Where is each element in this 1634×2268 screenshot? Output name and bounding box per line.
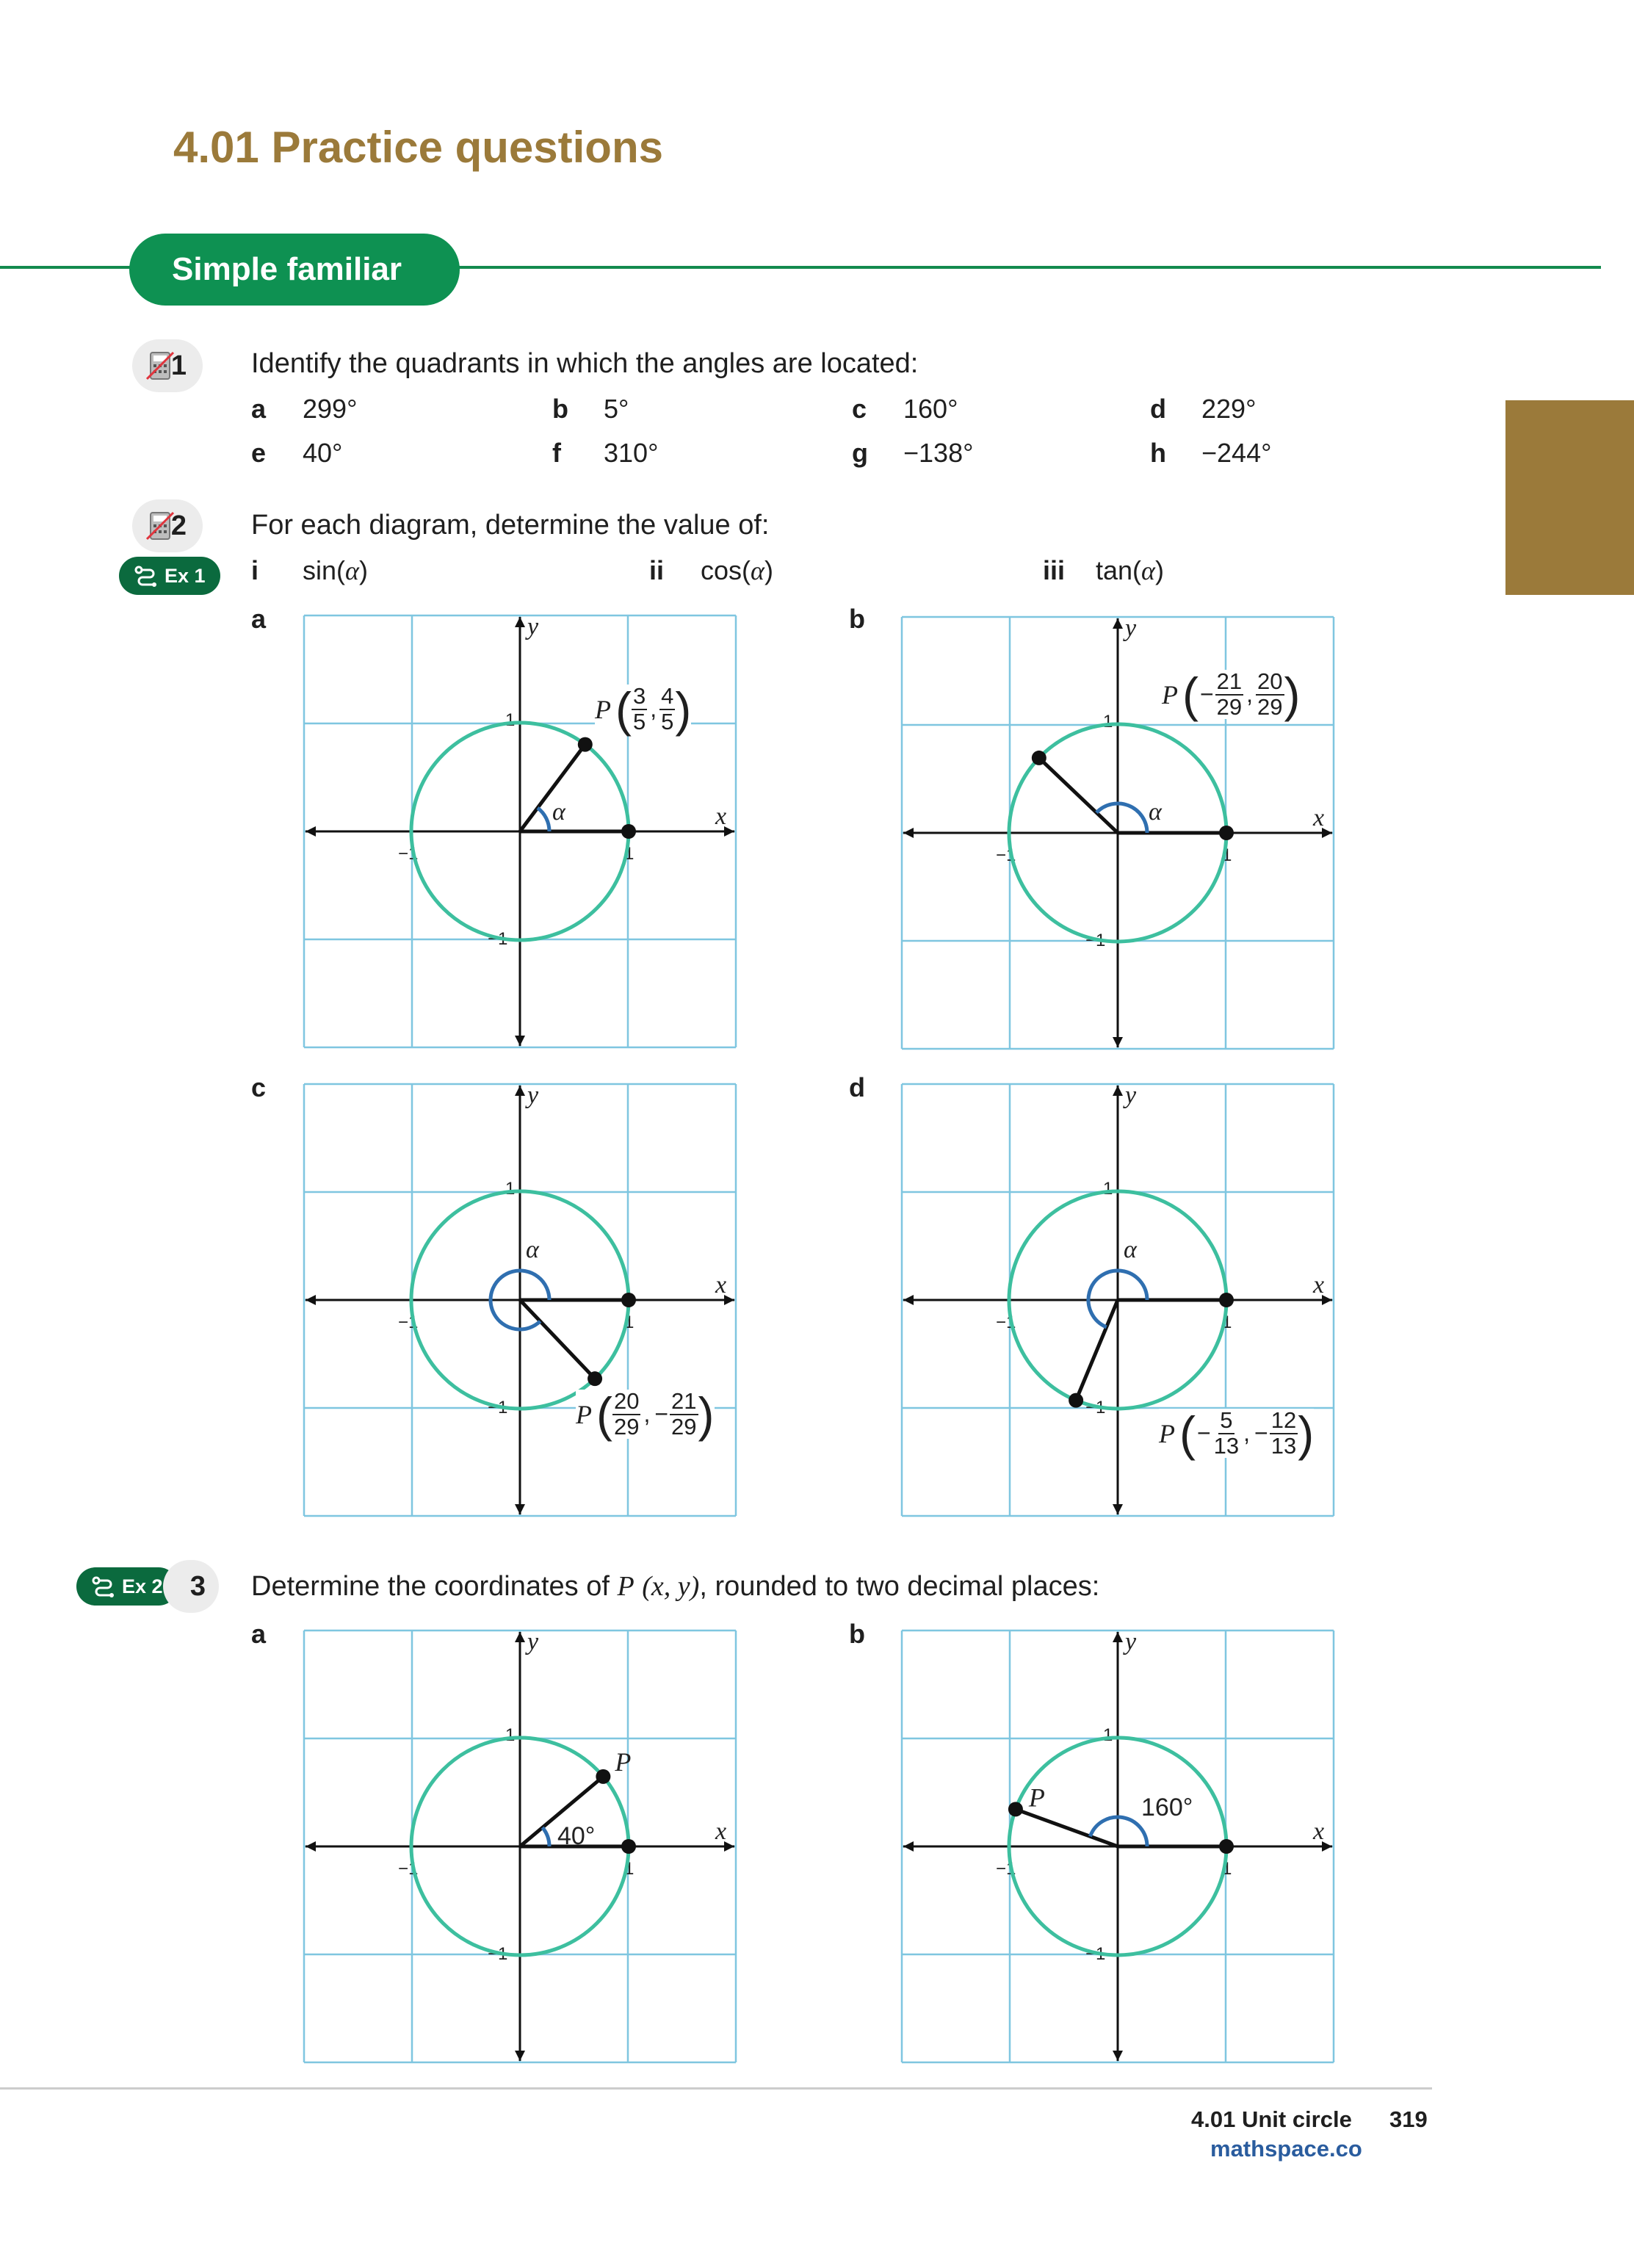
x-axis-label: x	[1313, 804, 1325, 831]
y-fraction	[659, 685, 675, 734]
function-arg: α	[1141, 556, 1155, 585]
tick-x-pos: 1	[624, 844, 635, 864]
unit-circle-diagram	[303, 1083, 737, 1517]
x-axis-arrow-left	[903, 1295, 914, 1305]
subpart-label: iii	[1043, 555, 1066, 585]
tick-y-pos: 1	[1103, 1725, 1113, 1745]
tick-x-pos: 1	[1222, 845, 1232, 865]
terminal-radius	[1076, 1300, 1118, 1401]
denominator: 29	[1216, 693, 1243, 720]
x-axis-label: x	[1313, 1818, 1325, 1845]
tick-y-pos: 1	[505, 710, 516, 730]
y-axis-arrow-bottom	[515, 1036, 525, 1046]
point-p	[578, 737, 593, 752]
numerator: 4	[661, 683, 674, 709]
question-3-text-post: , rounded to two decimal places:	[699, 1571, 1100, 1602]
tick-y-pos: 1	[505, 1725, 516, 1745]
y-axis-arrow-bottom	[1113, 2051, 1123, 2061]
question-3-point: P	[617, 1571, 635, 1602]
y-axis-label: y	[527, 614, 539, 640]
section-heading: Simple familiar	[129, 234, 460, 306]
minus-sign: −	[1196, 1420, 1211, 1447]
coordinate-label	[576, 1387, 715, 1442]
angle-label: α	[1124, 1236, 1137, 1263]
numerator: 21	[1216, 668, 1243, 694]
x-axis-label: x	[715, 1818, 727, 1845]
denominator: 29	[1257, 693, 1283, 720]
x-fraction	[1215, 670, 1243, 719]
paren-open: (	[1182, 667, 1199, 722]
question-number-text: 2	[170, 510, 187, 541]
tick-x-neg: −1	[996, 845, 1016, 865]
denominator: 13	[1213, 1432, 1240, 1459]
point-label: P	[595, 694, 611, 724]
tick-y-neg: −1	[488, 1398, 508, 1418]
point-1-0	[1219, 826, 1234, 840]
angle-arc	[543, 1827, 549, 1846]
paren-open: (	[596, 1387, 612, 1442]
subpart-label: i	[251, 555, 259, 585]
x-axis-arrow-left	[306, 826, 316, 837]
numerator: 20	[613, 1388, 640, 1414]
paren-open: (	[615, 682, 632, 737]
page-title: 4.01 Practice questions	[173, 123, 663, 172]
part-label: f	[552, 438, 561, 468]
point-label: P	[1028, 1783, 1045, 1813]
point-p	[596, 1769, 610, 1784]
y-axis-arrow-bottom	[515, 1504, 525, 1514]
subpart-function: tan(α)	[1096, 555, 1164, 585]
tick-x-pos: 1	[624, 1859, 635, 1879]
y-axis-arrow-top	[1113, 1632, 1123, 1642]
x-axis-arrow-left	[903, 1841, 914, 1852]
y-axis-arrow-top	[515, 1632, 525, 1642]
y-axis-label: y	[1125, 1083, 1137, 1109]
numerator: 21	[671, 1388, 697, 1414]
comma: ,	[650, 696, 657, 723]
example-label: Ex 2	[122, 1575, 163, 1597]
y-axis-arrow-bottom	[1113, 1037, 1123, 1047]
part-angle: 5°	[604, 394, 629, 424]
denominator: 5	[661, 708, 674, 734]
y-axis-arrow-bottom	[1113, 1504, 1123, 1514]
paren-close: )	[1284, 667, 1301, 722]
coordinate-label	[1162, 667, 1301, 722]
angle-label: α	[552, 798, 565, 826]
x-fraction	[612, 1390, 640, 1439]
terminal-radius	[520, 1300, 595, 1379]
part-label: h	[1150, 438, 1166, 468]
x-axis-label: x	[715, 1271, 727, 1299]
y-axis-label: y	[1125, 615, 1137, 642]
paren-close: )	[698, 1387, 715, 1442]
comma: ,	[643, 1401, 651, 1428]
part-angle: 40°	[303, 438, 343, 468]
terminal-radius	[1039, 758, 1118, 833]
part-angle: −244°	[1201, 438, 1272, 468]
y-fraction	[1256, 670, 1284, 719]
tick-y-pos: 1	[505, 1179, 516, 1199]
function-name: tan	[1096, 555, 1133, 585]
question-number-2	[132, 499, 203, 552]
diagram-label: c	[251, 1072, 267, 1102]
no-calculator-icon	[144, 350, 176, 382]
function-arg: α	[751, 556, 764, 585]
diagram-label: b	[849, 604, 865, 634]
chapter-tab	[1505, 400, 1634, 595]
coordinate-label	[595, 682, 692, 737]
y-axis-label: y	[527, 1083, 539, 1109]
point-p	[1008, 1802, 1023, 1816]
numerator: 20	[1257, 668, 1283, 694]
part-label: g	[852, 438, 868, 468]
point-p	[1032, 751, 1046, 765]
y-axis-arrow-top	[1113, 618, 1123, 629]
diagram-label: d	[849, 1072, 865, 1102]
part-label: d	[1150, 394, 1166, 424]
footer-section: 4.01 Unit circle	[1191, 2106, 1352, 2132]
question-1-text: Identify the quadrants in which the angles are located:	[251, 348, 919, 379]
point-p	[588, 1371, 602, 1386]
angle-label: 160°	[1141, 1794, 1193, 1821]
point-1-0	[621, 824, 636, 839]
diagram-svg	[303, 614, 737, 1049]
worked-example-icon	[134, 563, 159, 588]
minus-sign: −	[654, 1401, 669, 1428]
angle-label: 40°	[557, 1821, 596, 1850]
subpart-label: ii	[649, 555, 665, 585]
question-3-text	[251, 1570, 1099, 1603]
tick-y-pos: 1	[1103, 1179, 1113, 1199]
question-2-text: For each diagram, determine the value of:	[251, 510, 770, 541]
function-arg: α	[345, 556, 359, 585]
worked-example-link-1[interactable]	[119, 557, 220, 595]
x-axis-arrow-left	[306, 1841, 316, 1852]
x-axis-label: x	[715, 803, 727, 830]
tick-y-neg: −1	[1085, 931, 1106, 950]
terminal-radius	[1016, 1809, 1118, 1846]
paren-close: )	[675, 682, 692, 737]
function-name: cos	[701, 555, 742, 585]
paren-open: (	[1179, 1406, 1196, 1461]
y-axis-arrow-bottom	[515, 2051, 525, 2061]
point-label: P	[1159, 1418, 1175, 1448]
denominator: 29	[671, 1413, 697, 1440]
tick-x-pos: 1	[624, 1312, 635, 1332]
question-3-coords: (x, y)	[642, 1571, 700, 1602]
denominator: 5	[632, 708, 646, 734]
tick-x-neg: −1	[398, 844, 419, 864]
footer-site: mathspace.co	[1210, 2136, 1362, 2162]
angle-arc	[538, 808, 549, 831]
tick-y-neg: −1	[1085, 1944, 1106, 1964]
tick-y-neg: −1	[488, 1944, 508, 1964]
diagram-svg	[303, 1629, 737, 2064]
x-fraction	[1212, 1409, 1240, 1458]
tick-y-pos: 1	[1103, 712, 1113, 732]
question-number-text: 1	[170, 350, 187, 381]
part-label: a	[251, 394, 267, 424]
diagram-svg	[900, 1629, 1335, 2064]
x-axis-arrow-left	[903, 828, 914, 838]
diagram-label: a	[251, 1619, 267, 1649]
point-label: P	[1162, 679, 1178, 709]
unit-circle-diagram	[900, 1629, 1335, 2064]
no-calculator-icon	[144, 510, 176, 542]
x-axis-label: x	[1313, 1271, 1325, 1299]
numerator: 12	[1270, 1407, 1297, 1433]
worked-example-link-2[interactable]	[76, 1567, 178, 1606]
numerator: 3	[632, 683, 646, 709]
footer-divider	[0, 2087, 1432, 2090]
y-fraction	[1270, 1409, 1298, 1458]
question-number-1	[132, 339, 203, 392]
x-fraction	[632, 685, 647, 734]
worked-example-icon	[91, 1574, 116, 1599]
part-label: c	[852, 394, 867, 424]
paren-close: )	[1298, 1406, 1315, 1461]
function-name: sin	[303, 555, 337, 585]
y-axis-arrow-top	[515, 1086, 525, 1096]
unit-circle-diagram	[900, 615, 1335, 1050]
part-angle: 160°	[903, 394, 958, 424]
unit-circle-diagram	[303, 614, 737, 1049]
tick-x-pos: 1	[1222, 1859, 1232, 1879]
numerator: 5	[1220, 1407, 1233, 1433]
y-axis-label: y	[1125, 1629, 1137, 1655]
part-angle: −138°	[903, 438, 974, 468]
tick-x-neg: −1	[996, 1312, 1016, 1332]
point-p	[1069, 1393, 1083, 1408]
diagram-label: b	[849, 1619, 865, 1649]
point-1-0	[621, 1839, 636, 1854]
unit-circle-diagram	[900, 1083, 1335, 1517]
x-axis-arrow-left	[306, 1295, 316, 1305]
tick-x-neg: −1	[996, 1859, 1016, 1879]
unit-circle-diagram	[303, 1629, 737, 2064]
tick-x-neg: −1	[398, 1312, 419, 1332]
part-angle: 310°	[604, 438, 659, 468]
y-fraction	[670, 1390, 698, 1439]
tick-y-neg: −1	[488, 929, 508, 949]
point-1-0	[1219, 1293, 1234, 1307]
comma: ,	[1246, 681, 1254, 708]
part-label: b	[552, 394, 568, 424]
angle-label: α	[1149, 798, 1162, 826]
question-number-text: 3	[189, 1570, 206, 1602]
comma: ,	[1243, 1420, 1251, 1447]
denominator: 13	[1270, 1432, 1297, 1459]
subpart-function: sin(α)	[303, 555, 368, 585]
part-label: e	[251, 438, 267, 468]
y-axis-arrow-top	[1113, 1086, 1123, 1096]
question-3-text-pre: Determine the coordinates of	[251, 1571, 618, 1602]
point-1-0	[1219, 1839, 1234, 1854]
diagram-label: a	[251, 604, 267, 634]
diagram-svg	[303, 1083, 737, 1517]
minus-sign: −	[1254, 1420, 1268, 1447]
subpart-function: cos(α)	[701, 555, 773, 585]
tick-y-neg: −1	[1085, 1398, 1106, 1418]
page-number: 319	[1389, 2106, 1428, 2132]
part-angle: 229°	[1201, 394, 1257, 424]
tick-x-pos: 1	[1222, 1312, 1232, 1332]
angle-label: α	[526, 1236, 539, 1263]
coordinate-label	[1159, 1406, 1315, 1461]
denominator: 29	[613, 1413, 640, 1440]
example-label: Ex 1	[165, 564, 206, 587]
tick-x-neg: −1	[398, 1859, 419, 1879]
minus-sign: −	[1199, 681, 1214, 708]
y-axis-label: y	[527, 1629, 539, 1655]
y-axis-arrow-top	[515, 617, 525, 627]
point-1-0	[621, 1293, 636, 1307]
point-label: P	[615, 1747, 632, 1777]
part-angle: 299°	[303, 394, 358, 424]
point-label: P	[576, 1399, 592, 1429]
question-number-3	[163, 1560, 219, 1613]
